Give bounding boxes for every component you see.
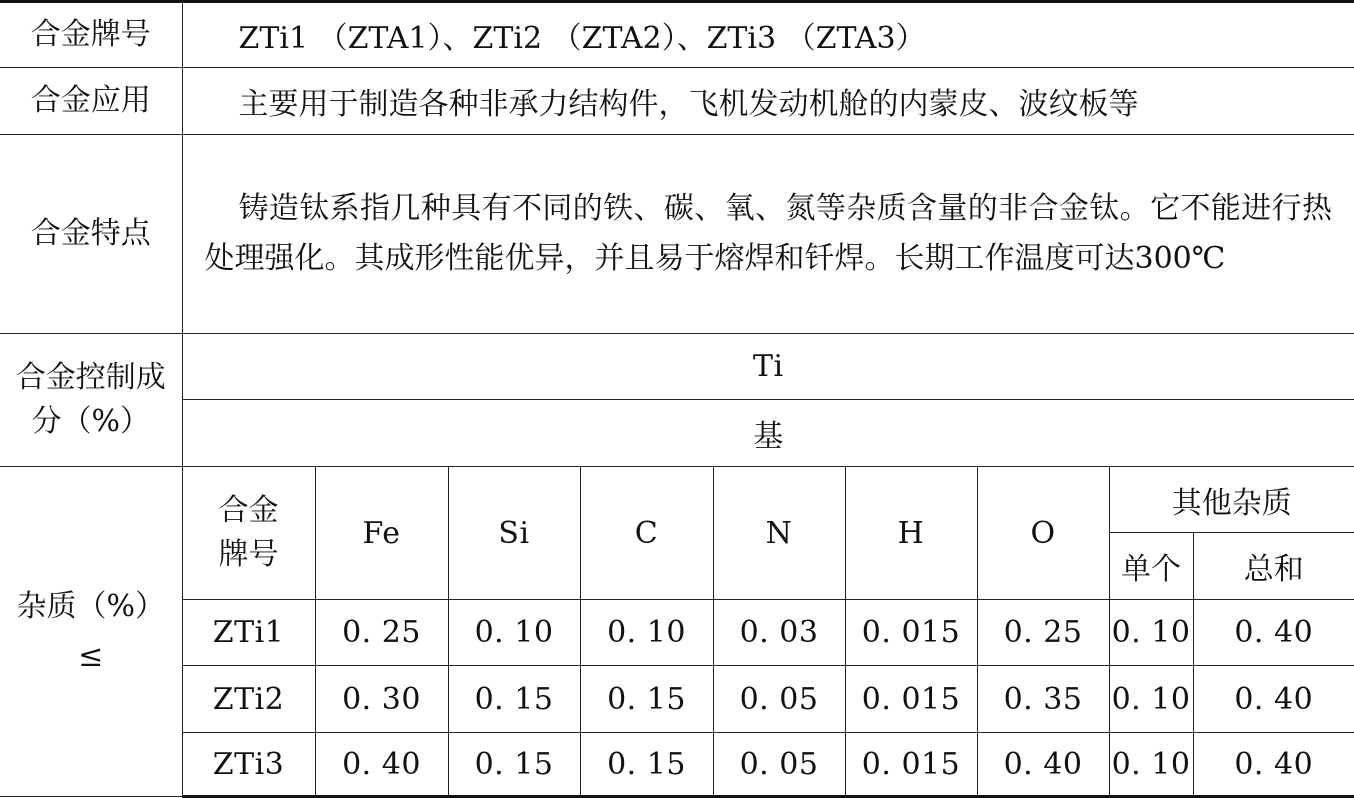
impurity-header-row-1 <box>0 467 1354 533</box>
cell-o: 0. 35 <box>977 666 1109 733</box>
cell-fe: 0. 30 <box>315 666 448 733</box>
table-row <box>0 600 1354 666</box>
header-total: 总和 <box>1193 533 1354 600</box>
cell-n: 0. 03 <box>713 600 845 666</box>
cell-grade: ZTi3 <box>182 733 315 797</box>
application-label: 合金应用 <box>0 68 182 135</box>
application-value: 主要用于制造各种非承力结构件，飞机发动机舱的内蒙皮、波纹板等 <box>182 68 1354 135</box>
cell-fe: 0. 25 <box>315 600 448 666</box>
cell-h: 0. 015 <box>845 666 977 733</box>
features-row <box>0 135 1354 334</box>
cell-grade: ZTi1 <box>182 600 315 666</box>
header-other: 其他杂质 <box>1109 467 1354 533</box>
header-o: O <box>977 467 1109 600</box>
cell-c: 0. 15 <box>580 666 713 733</box>
header-n: N <box>713 467 845 600</box>
cell-c: 0. 15 <box>580 733 713 797</box>
header-grade: 合金牌号 <box>182 467 315 600</box>
cell-h: 0. 015 <box>845 733 977 797</box>
table-row <box>0 733 1354 797</box>
cell-total: 0. 40 <box>1193 600 1354 666</box>
cell-single: 0. 10 <box>1109 733 1193 797</box>
cell-si: 0. 15 <box>448 733 580 797</box>
header-h: H <box>845 467 977 600</box>
impurities-label <box>0 467 182 797</box>
cell-total: 0. 40 <box>1193 666 1354 733</box>
grade-label: 合金牌号 <box>0 2 182 68</box>
cell-n: 0. 05 <box>713 666 845 733</box>
cell-single: 0. 10 <box>1109 600 1193 666</box>
application-row <box>0 68 1354 135</box>
grade-value: ZTi1 （ZTA1）、ZTi2 （ZTA2）、ZTi3 （ZTA3） <box>182 2 1354 68</box>
grade-row <box>0 2 1354 68</box>
header-single: 单个 <box>1109 533 1193 600</box>
cell-c: 0. 10 <box>580 600 713 666</box>
impurities-label-line2: ≤ <box>78 638 104 674</box>
impurities-label-line1: 杂质（%） <box>16 588 165 624</box>
cell-n: 0. 05 <box>713 733 845 797</box>
features-value: 铸造钛系指几种具有不同的铁、碳、氧、氮等杂质含量的非合金钛。它不能进行热处理强化。其成形性能优异，并且易于熔焊和钎焊。长期工作温度可达300℃ <box>182 135 1354 334</box>
header-si: Si <box>448 467 580 600</box>
cell-o: 0. 25 <box>977 600 1109 666</box>
cell-grade: ZTi2 <box>182 666 315 733</box>
cell-si: 0. 10 <box>448 600 580 666</box>
header-fe: Fe <box>315 467 448 600</box>
composition-label: 合金控制成分（%） <box>0 334 182 467</box>
table-row <box>0 666 1354 733</box>
cell-total: 0. 40 <box>1193 733 1354 797</box>
composition-row-element <box>0 334 1354 400</box>
cell-h: 0. 015 <box>845 600 977 666</box>
composition-element: Ti <box>182 334 1354 400</box>
cell-fe: 0. 40 <box>315 733 448 797</box>
cell-single: 0. 10 <box>1109 666 1193 733</box>
composition-row-content <box>0 400 1354 467</box>
composition-content: 基 <box>182 400 1354 467</box>
header-c: C <box>580 467 713 600</box>
cell-si: 0. 15 <box>448 666 580 733</box>
cell-o: 0. 40 <box>977 733 1109 797</box>
features-label: 合金特点 <box>0 135 182 334</box>
